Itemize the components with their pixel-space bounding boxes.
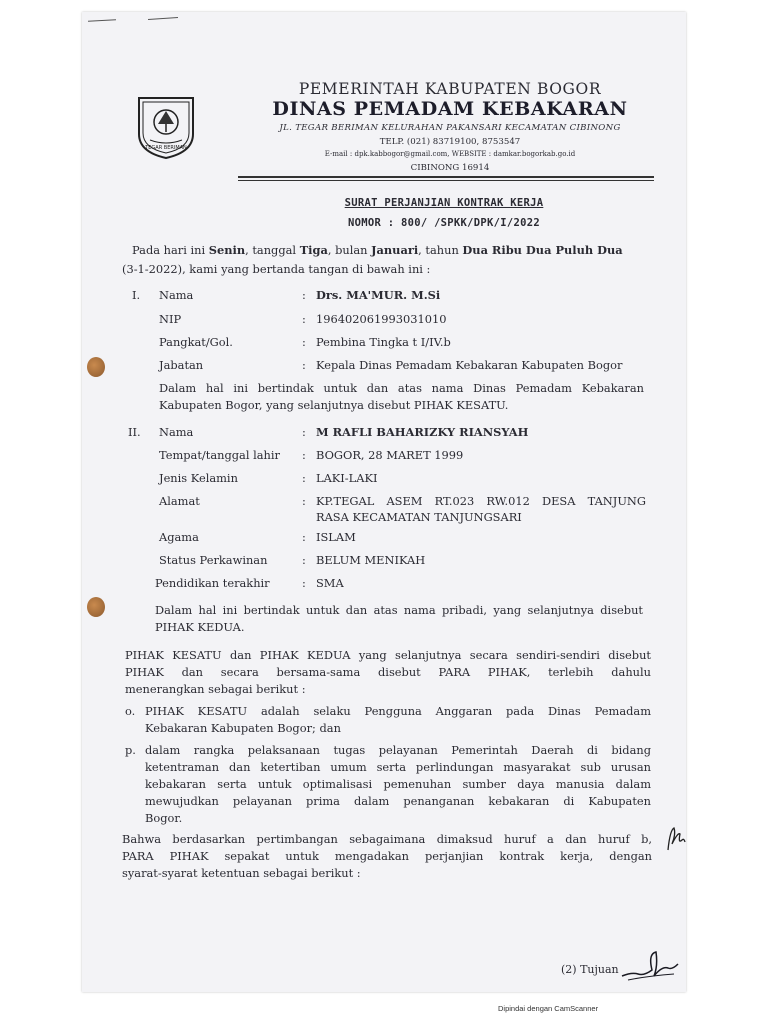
signature-mark [618, 946, 682, 988]
party2-address-value: KP.TEGAL ASEM RT.023 RW.012 DESA TANJUNG [316, 494, 646, 508]
party2-address-label: Alamat [159, 494, 200, 508]
party1-position-value: Kepala Dinas Pemadam Kebakaran Kabupaten Bogor [316, 358, 623, 372]
item-p-line-1: dalam rangka pelaksanaan tugas pelayanan Pemerintah Daerah di bidang [145, 743, 651, 757]
party1-name-value: Drs. MA'MUR. M.Si [316, 288, 441, 302]
punch-hole [87, 597, 105, 617]
item-p-line-2: ketentraman dan ketertiban umum serta perlindungan masyarakat sub urusan [145, 760, 651, 774]
agency-postal: CIBINONG 16914 [410, 163, 490, 173]
letterhead-rule-thin [238, 180, 654, 181]
punch-hole [87, 357, 105, 377]
party1-note-line-1: Dalam hal ini bertindak untuk dan atas nama Dinas Pemadam Kebakaran [159, 381, 644, 395]
item-p-marker: p. [125, 743, 136, 757]
party2-name-value: M RAFLI BAHARIZKY RIANSYAH [316, 425, 529, 439]
party2-gender-sep: : [302, 471, 306, 485]
party2-birth-label: Tempat/tanggal lahir [159, 448, 280, 462]
party2-numeral: II. [128, 425, 141, 439]
party1-rank-label: Pangkat/Gol. [159, 335, 233, 349]
initial-mark [664, 824, 686, 858]
party2-address-sep: : [302, 494, 306, 508]
item-o-line-1: PIHAK KESATU adalah selaku Pengguna Anggaran pada Dinas Pemadam [145, 704, 651, 718]
party1-position-label: Jabatan [159, 358, 204, 372]
agency-phone: TELP. (021) 83719100, 8753547 [379, 137, 521, 147]
party2-marital-sep: : [302, 553, 306, 567]
party1-nip-value: 196402061993031010 [316, 312, 447, 326]
item-p-line-5: Bogor. [145, 811, 183, 825]
agency-name: DINAS PEMADAM KEBAKARAN [272, 98, 628, 120]
party1-name-sep: : [302, 288, 306, 302]
party1-name-label: Nama [159, 288, 194, 302]
item-p-line-3: kebakaran serta untuk optimalisasi pemenuhan sumber daya manusia dalam [145, 777, 651, 791]
party2-marital-label: Status Perkawinan [159, 553, 268, 567]
government-name: PEMERINTAH KABUPATEN BOGOR [298, 80, 602, 98]
party2-religion-label: Agama [159, 530, 199, 544]
continuation-marker: (2) Tujuan [561, 963, 619, 976]
para1-line-1: PIHAK KESATU dan PIHAK KEDUA yang selanjutnya secara sendiri-sendiri disebut [125, 648, 651, 662]
intro-line-1: Pada hari ini Senin, tanggal Tiga, bulan Januari, tahun Dua Ribu Dua Puluh Dua [132, 243, 623, 257]
party1-rank-value: Pembina Tingka t I/IV.b [316, 335, 451, 349]
item-o-marker: o. [125, 704, 136, 718]
document-title: SURAT PERJANJIAN KONTRAK KERJA [344, 197, 544, 209]
svg-text:TEGAR BERIMAN: TEGAR BERIMAN [145, 145, 187, 151]
intro-line-2: (3-1-2022), kami yang bertanda tangan di bawah ini : [122, 262, 431, 276]
party2-religion-sep: : [302, 530, 306, 544]
party1-note-line-2: Kabupaten Bogor, yang selanjutnya disebut PIHAK KESATU. [159, 398, 509, 412]
letterhead-rule [238, 176, 654, 178]
party2-name-label: Nama [159, 425, 194, 439]
party2-education-label: Pendidikan terakhir [155, 576, 270, 590]
party1-numeral: I. [132, 288, 141, 302]
regency-logo [136, 94, 196, 160]
para2-line-3: syarat-syarat ketentuan sebagai berikut : [122, 866, 361, 880]
agency-address: JL. TEGAR BERIMAN KELURAHAN PAKANSARI KECAMATAN CIBINONG [279, 123, 621, 133]
party2-education-sep: : [302, 576, 306, 590]
party2-note-line-1: Dalam hal ini bertindak untuk dan atas nama pribadi, yang selanjutnya disebut [155, 603, 643, 617]
document-number: NOMOR : 800/ /SPKK/DPK/I/2022 [347, 217, 541, 229]
party2-gender-value: LAKI-LAKI [316, 471, 378, 485]
para2-line-2: PARA PIHAK sepakat untuk mengadakan perjanjian kontrak kerja, dengan [122, 849, 652, 863]
scanner-watermark: Dipindai dengan CamScanner [498, 1004, 599, 1013]
item-o-line-2: Kebakaran Kabupaten Bogor; dan [145, 721, 341, 735]
para2-line-1: Bahwa berdasarkan pertimbangan sebagaimana dimaksud huruf a dan huruf b, [122, 832, 652, 846]
item-p-line-4: mewujudkan pelayanan prima dalam penanganan kebakaran di Kabupaten [145, 794, 651, 808]
para1-line-3: menerangkan sebagai berikut : [125, 682, 306, 696]
party2-name-sep: : [302, 425, 306, 439]
party1-rank-sep: : [302, 335, 306, 349]
party2-education-value: SMA [316, 576, 344, 590]
party2-birth-sep: : [302, 448, 306, 462]
party2-birth-value: BOGOR, 28 MARET 1999 [316, 448, 464, 462]
party1-nip-sep: : [302, 312, 306, 326]
party2-marital-value: BELUM MENIKAH [316, 553, 426, 567]
para1-line-2: PIHAK dan secara bersama-sama disebut PARA PIHAK, terlebih dahulu [125, 665, 651, 679]
party2-note-line-2: PIHAK KEDUA. [155, 620, 245, 634]
party1-nip-label: NIP [159, 312, 182, 326]
party1-position-sep: : [302, 358, 306, 372]
party2-address-value-2: RASA KECAMATAN TANJUNGSARI [316, 510, 522, 524]
party2-religion-value: ISLAM [316, 530, 356, 544]
party2-gender-label: Jenis Kelamin [159, 471, 238, 485]
agency-email-website: E-mail : dpk.kabbogor@gmail.com, WEBSITE : damkar.bogorkab.go.id [324, 150, 576, 158]
